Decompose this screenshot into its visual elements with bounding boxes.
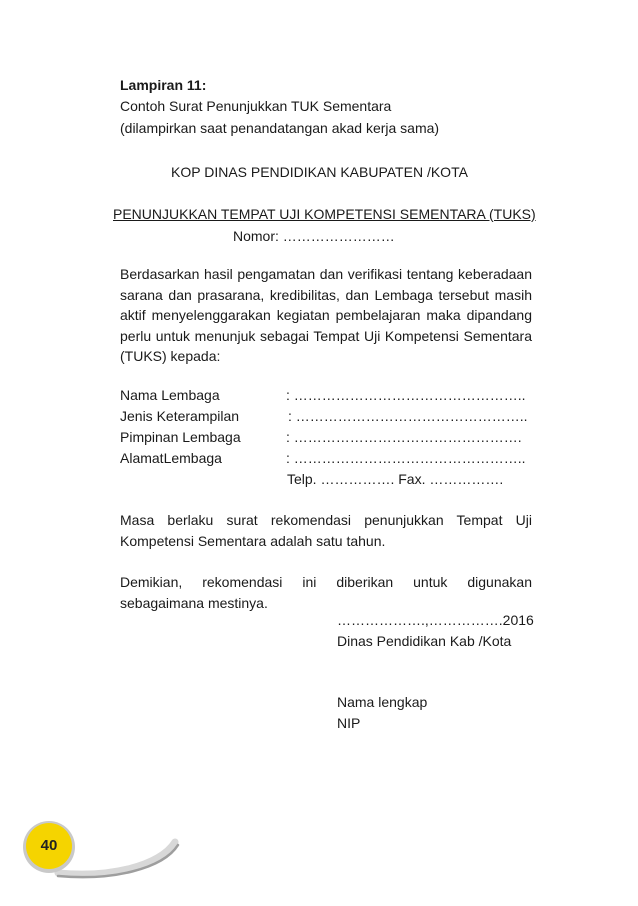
- page-number: 40: [40, 837, 58, 854]
- field-label-jenis-keterampilan: Jenis Keterampilan: [120, 408, 240, 424]
- signature-place-date: ……………….,…………….2016: [337, 612, 534, 628]
- kop-title: KOP DINAS PENDIDIKAN KABUPATEN /KOTA: [171, 164, 468, 180]
- field-value-pimpinan-lembaga: : ………………………………………….: [286, 429, 522, 445]
- signature-name: Nama lengkap: [337, 694, 428, 710]
- lampiran-label: Lampiran 11:: [120, 77, 207, 93]
- field-value-jenis-keterampilan: : …………………………………………..: [288, 408, 528, 424]
- document-title: PENUNJUKKAN TEMPAT UJI KOMPETENSI SEMENTARA (TUKS): [113, 206, 536, 222]
- telp-fax-line: Telp. ……………. Fax. …………….: [287, 471, 504, 487]
- field-label-nama-lembaga: Nama Lembaga: [120, 387, 220, 403]
- field-value-nama-lembaga: : …………………………………………..: [286, 387, 526, 403]
- demikian-paragraph: Demikian, rekomendasi ini diberikan untuk digunakan sebagaimana mestinya.: [120, 574, 532, 611]
- masa-berlaku-paragraph: Masa berlaku surat rekomendasi penunjukkan Tempat Uji Kompetensi Sementara adalah satu tahun.: [120, 512, 532, 549]
- signature-nip: NIP: [337, 715, 361, 731]
- field-value-alamat-lembaga: : …………………………………………..: [286, 450, 526, 466]
- field-label-pimpinan-lembaga: Pimpinan Lembaga: [120, 429, 241, 445]
- intro-paragraph: Berdasarkan hasil pengamatan dan verifikasi tentang keberadaan sarana dan prasarana, kredibilitas, dan Lembaga tersebut masih aktif menyelenggarakan kegiatan pembelajaran maka dipandang perlu untuk menunjuk sebagai Tempat Uji Kompetensi Sementara (TUKS) kepada:: [120, 266, 532, 364]
- nomor-line: Nomor: ……………………: [233, 228, 395, 244]
- field-label-alamat-lembaga: AlamatLembaga: [120, 450, 222, 466]
- keterangan-label: (dilampirkan saat penandatangan akad kerja sama): [120, 120, 440, 136]
- contoh-label: Contoh Surat Penunjukkan TUK Sementara: [120, 98, 392, 114]
- signature-office: Dinas Pendidikan Kab /Kota: [337, 633, 512, 649]
